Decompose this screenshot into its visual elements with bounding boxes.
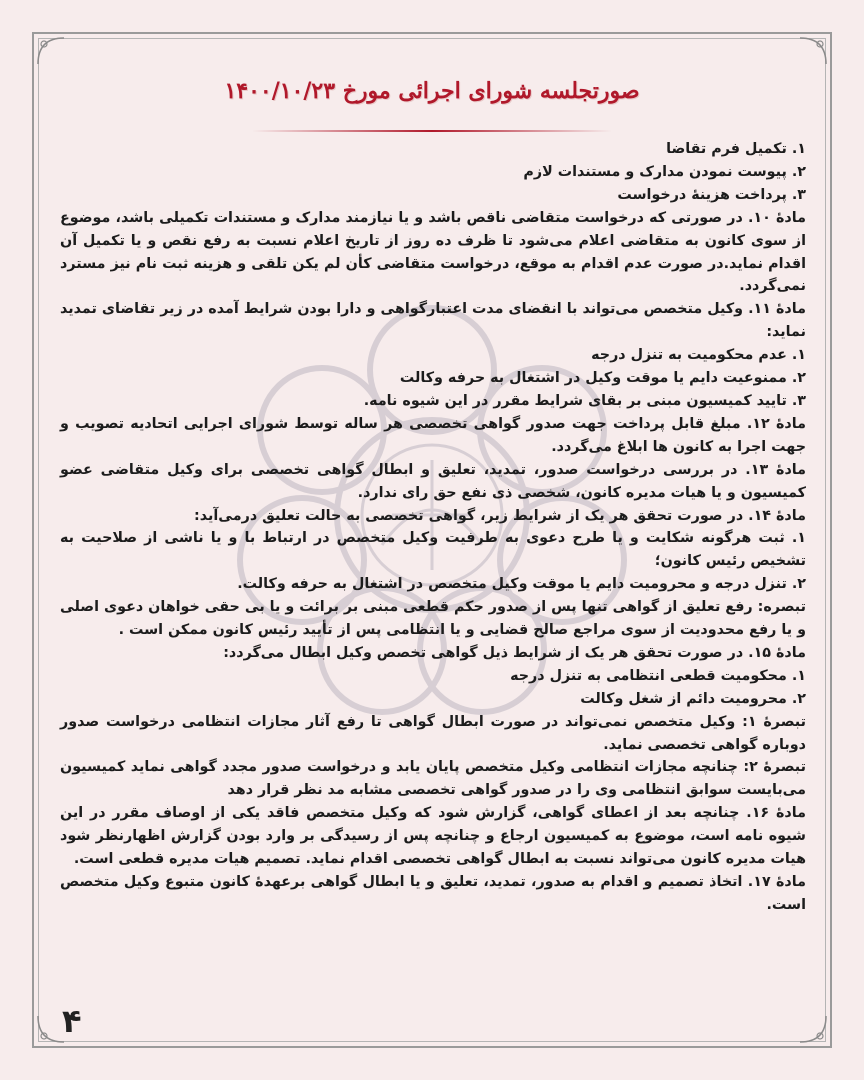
- list-item: ۱. تکمیل فرم تقاضا: [666, 141, 806, 157]
- corner-ornament-bottom-right-icon: [798, 1014, 828, 1044]
- corner-ornament-top-right-icon: [798, 36, 828, 66]
- article-15: مادۀ ۱۵. در صورت تحقق هر یک از شرایط ذیل گواهی تخصص وکیل ابطال می‌گردد:: [223, 644, 806, 661]
- list-item: ۲. محرومیت دائم از شغل وکالت: [580, 690, 806, 707]
- note-1: تبصرۀ ۱: وکیل متخصص نمی‌تواند در صورت ابطال گواهی تا رفع آثار مجازات انتظامی درخواست صدور دوباره گواهی تخصصی نماید.: [60, 713, 806, 753]
- list-item: ۳. تایید کمیسیون مبنی بر بقای شرایط مقرر در این شیوه نامه.: [363, 392, 806, 409]
- article-11: مادۀ ۱۱. وکیل متخصص می‌تواند با انقضای مدت اعتبارگواهی و دارا بودن شرایط آمده در زیر تقاضای تمدید نماید:: [60, 301, 806, 341]
- list-item: ۱. ثبت هرگونه شکایت و یا طرح دعوی به طرفیت وکیل متخصص در ارتباط با و یا ناشی از صلاحیت به تشخیص رئیس کانون؛: [60, 530, 806, 570]
- article-14: مادۀ ۱۴. در صورت تحقق هر یک از شرایط زیر، گواهی تخصصی به حالت تعلیق درمی‌آید:: [194, 507, 806, 524]
- document-body: [60, 138, 806, 917]
- list-item: ۱. محکومیت قطعی انتظامی به تنزل درجه: [510, 667, 806, 684]
- note: تبصره: رفع تعلیق از گواهی تنها پس از صدور حکم قطعی مبنی بر برائت و یا بی حقی خواهان دعوی اصلی و یا رفع محدودیت از سوی مراجع صالح قضایی و یا انتظامی پس از تأیید رئیس کانون ممکن است .: [60, 599, 806, 639]
- article-17: مادۀ ۱۷. اتخاذ تصمیم و اقدام به صدور، تمدید، تعلیق و یا ابطال گواهی برعهدۀ کانون متبوع وکیل متخصص است.: [60, 874, 806, 913]
- list-item: ۳. پرداخت هزینۀ درخواست: [617, 186, 806, 203]
- title-divider: [252, 130, 612, 132]
- corner-ornament-top-left-icon: [36, 36, 66, 66]
- article-16: مادۀ ۱۶. چنانچه بعد از اعطای گواهی، گزارش شود که وکیل متخصص فاقد یکی از اوصاف مقرر در این شیوه نامه است، موضوع به کمیسیون ارجاع و چنانچه پس از رسیدگی بر وارد بودن گزارش اظهارنظر شود هیات مدیره کانون می‌تواند نسبت به ابطال گواهی تخصصی اقدام نماید. تصمیم هیات مدیره قطعی است.: [60, 805, 806, 868]
- note-2: تبصرۀ ۲: چنانچه مجازات انتظامی وکیل متخصص پایان یابد و درخواست صدور مجدد گواهی نماید کمیسیون می‌بایست سوابق انتظامی وی را در صدور گواهی تخصصی مشابه مد نظر قرار دهد: [60, 759, 806, 799]
- page-title: صورتجلسه شورای اجرائی مورخ ۱۴۰۰/۱۰/۲۳: [224, 78, 640, 104]
- list-item: ۱. عدم محکومیت به تنزل درجه: [591, 347, 806, 364]
- list-item: ۲. تنزل درجه و محرومیت دایم یا موقت وکیل متخصص در اشتغال به حرفه وکالت.: [237, 576, 806, 593]
- page-number: ۴: [62, 1002, 82, 1040]
- article-13: مادۀ ۱۳. در بررسی درخواست صدور، تمدید، تعلیق و ابطال گواهی تخصصی برای وکیل متقاضی عضو کمیسیون و یا هیات مدیره کانون، شخصی ذی نفع حق رای ندارد.: [60, 461, 807, 501]
- article-12: مادۀ ۱۲. مبلغ قابل پرداخت جهت صدور گواهی تخصصی هر ساله توسط شورای اجرایی اتحادیه تصویب و جهت اجرا به کانون ها ابلاغ می‌گردد.: [60, 415, 806, 455]
- article-10: مادۀ ۱۰. در صورتی که درخواست متقاضی ناقص باشد و یا نیازمند مدارک و مستندات تکمیلی باشد، موضوع از سوی کانون به متقاضی اعلام می‌شود تا ظرف ده روز از تاریخ اعلام نسبت به رفع نقص و یا تکمیل آن اقدام نماید.در صورت عدم اقدام به موقع، درخواست متقاضی کأن لم یکن تلقی و هزینه ثبت نام نیز مسترد نمی‌گردد.: [60, 209, 806, 295]
- list-item: ۲. پیوست نمودن مدارک و مستندات لازم: [523, 163, 806, 180]
- list-item: ۲. ممنوعیت دایم یا موقت وکیل در اشتغال به حرفه وکالت: [399, 370, 806, 387]
